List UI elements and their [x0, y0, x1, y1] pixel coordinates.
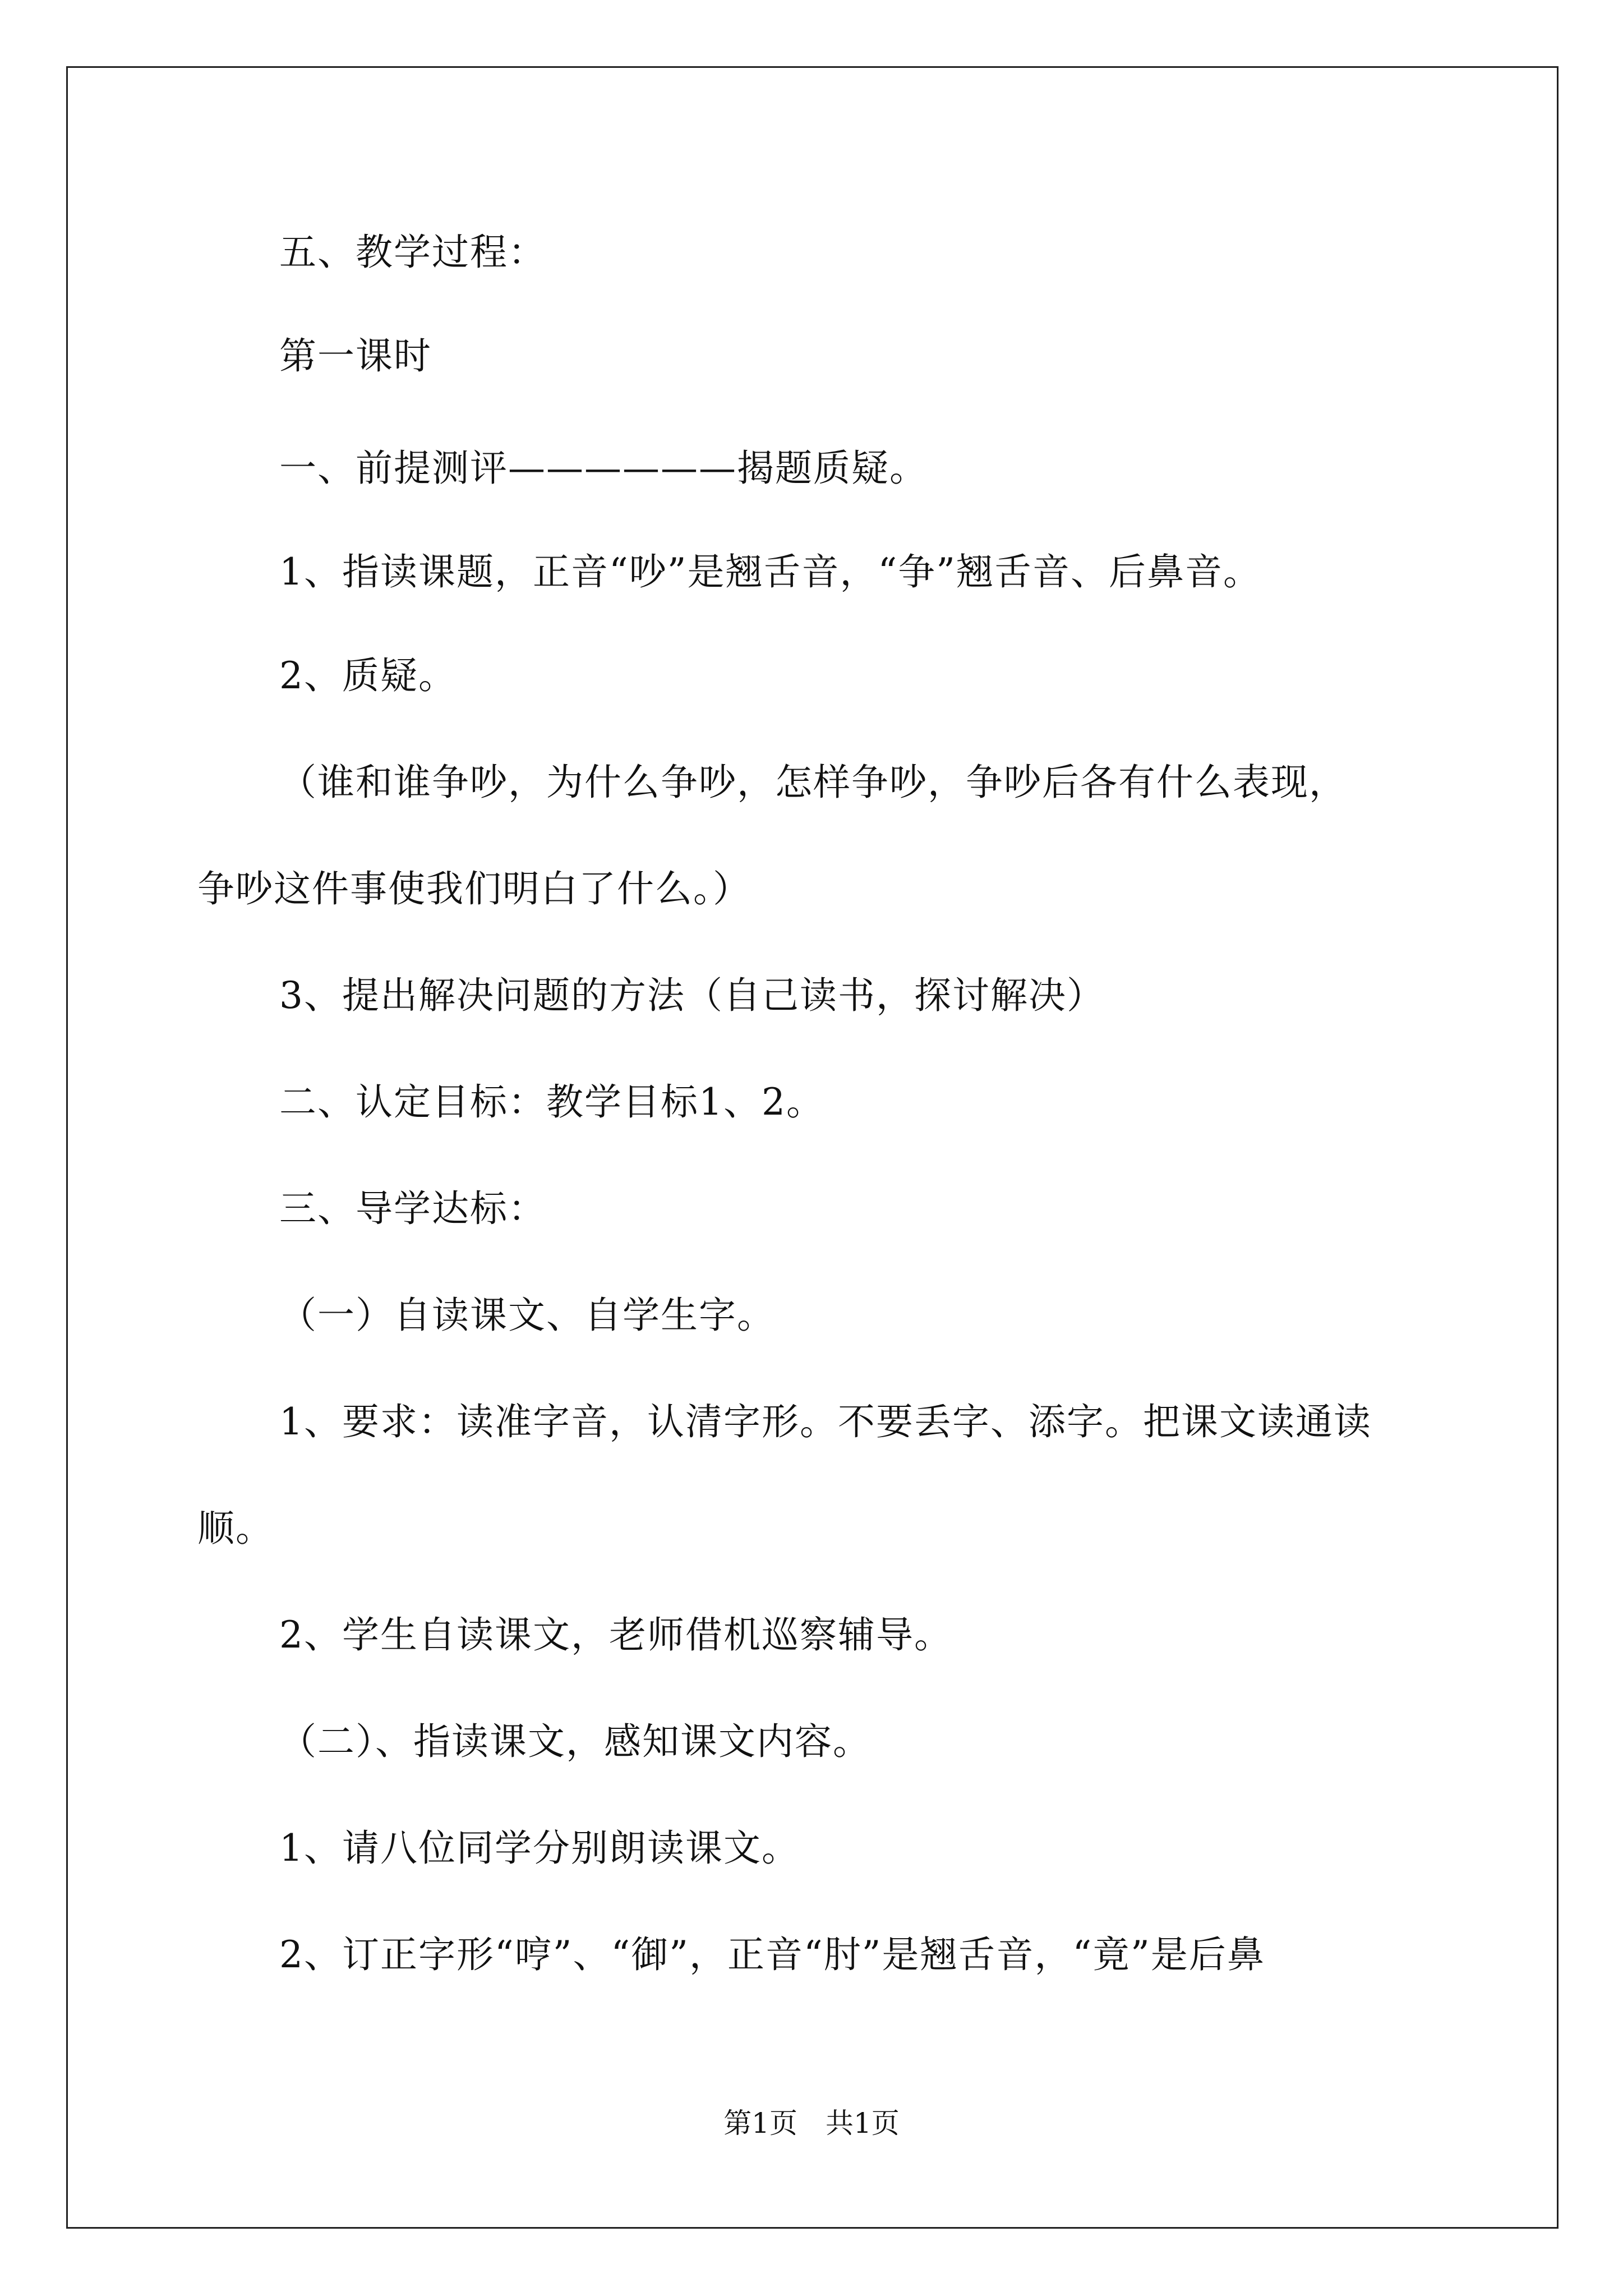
page-border: [66, 66, 1559, 2229]
text-line: 1、指读课题，正音“吵”是翘舌音，“争”翘舌音、后鼻音。: [279, 550, 1261, 593]
text-line: 一、前提测评——————揭题质疑。: [279, 447, 928, 490]
text-line: 1、要求：读准字音，认清字形。不要丢字、添字。把课文读通读: [279, 1400, 1372, 1443]
text-line: （一）自读课文、自学生字。: [279, 1294, 775, 1337]
text-line: （二）、指读课文，感知课文内容。: [279, 1720, 871, 1763]
text-line: 二、认定目标：教学目标1、2。: [279, 1080, 824, 1124]
text-line: 1、请八位同学分别朗读课文。: [279, 1826, 800, 1870]
text-line: 争吵这件事使我们明白了什么。）: [197, 867, 751, 910]
text-line: 第一课时: [279, 334, 432, 378]
text-line: （谁和谁争吵，为什么争吵，怎样争吵，争吵后各有什么表现，: [279, 761, 1347, 804]
page-footer: 第1页 共1页: [723, 2107, 900, 2139]
text-line: 2、学生自读课文，老师借机巡察辅导。: [279, 1613, 952, 1657]
text-line: 2、订正字形“哼”、“御”，正音“肘”是翘舌音，“竟”是后鼻: [279, 1933, 1265, 1976]
text-line: 三、导学达标：: [279, 1187, 546, 1230]
text-line: 2、质疑。: [279, 654, 457, 697]
text-line: 3、提出解决问题的方法（自己读书，探讨解决）: [279, 974, 1105, 1017]
text-line: 五、教学过程：: [279, 231, 546, 274]
text-line: 顺。: [197, 1507, 274, 1550]
